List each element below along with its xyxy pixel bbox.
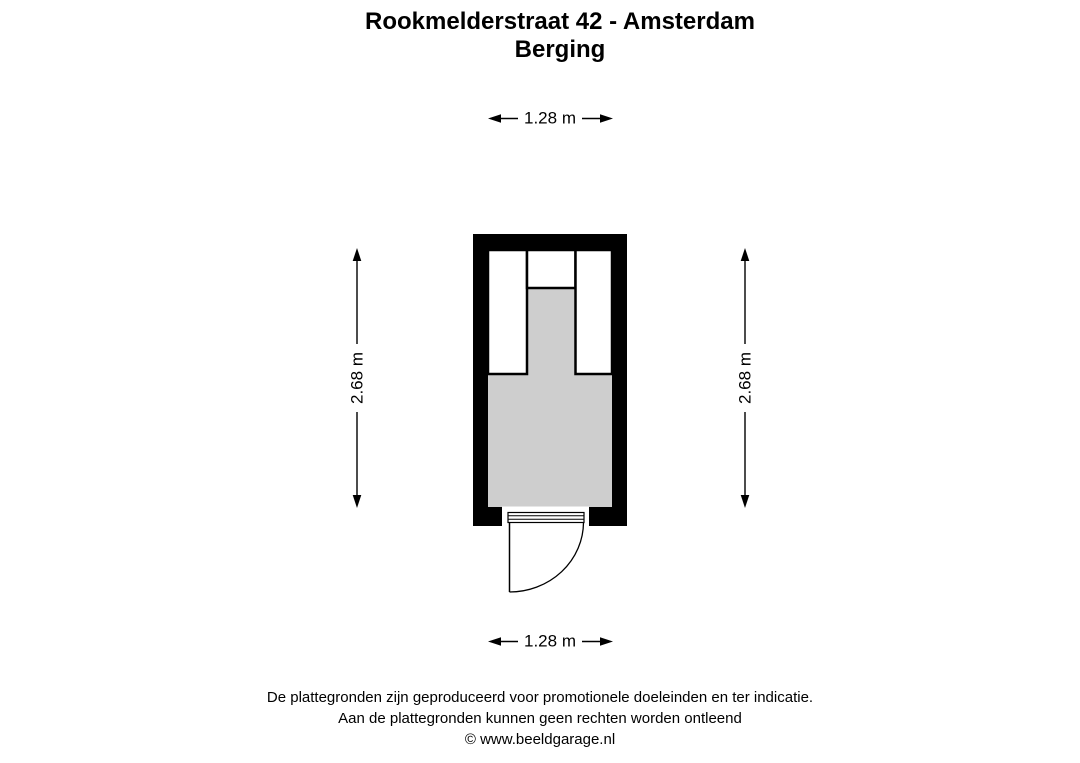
dimension-label-bottom: 1.28 m bbox=[520, 633, 580, 650]
dimension-label-right: 2.68 m bbox=[737, 348, 754, 408]
title-address: Rookmelderstraat 42 - Amsterdam bbox=[365, 8, 755, 35]
dimension-label-top: 1.28 m bbox=[520, 110, 580, 127]
title-room-name: Berging bbox=[514, 36, 606, 63]
disclaimer-line-1: De plattegronden zijn geproduceerd voor promotionele doeleinden en ter indicatie. bbox=[266, 689, 814, 706]
disclaimer bbox=[0, 687, 1080, 750]
arrow-down-icon bbox=[353, 495, 362, 508]
dimension-label-left: 2.68 m bbox=[349, 348, 366, 408]
niche-middle bbox=[527, 250, 576, 288]
arrow-down-icon bbox=[741, 495, 750, 508]
floor-plan bbox=[473, 234, 627, 592]
copyright-line: © www.beeldgarage.nl bbox=[464, 731, 616, 748]
disclaimer-line-2: Aan de plattegronden kunnen geen rechten worden ontleend bbox=[338, 710, 742, 727]
arrow-right-icon bbox=[600, 114, 613, 123]
arrow-right-icon bbox=[600, 637, 613, 646]
door-swing-arc bbox=[510, 523, 584, 593]
niche-right bbox=[576, 250, 613, 374]
niche-left bbox=[488, 250, 527, 374]
door-opening bbox=[502, 507, 589, 528]
